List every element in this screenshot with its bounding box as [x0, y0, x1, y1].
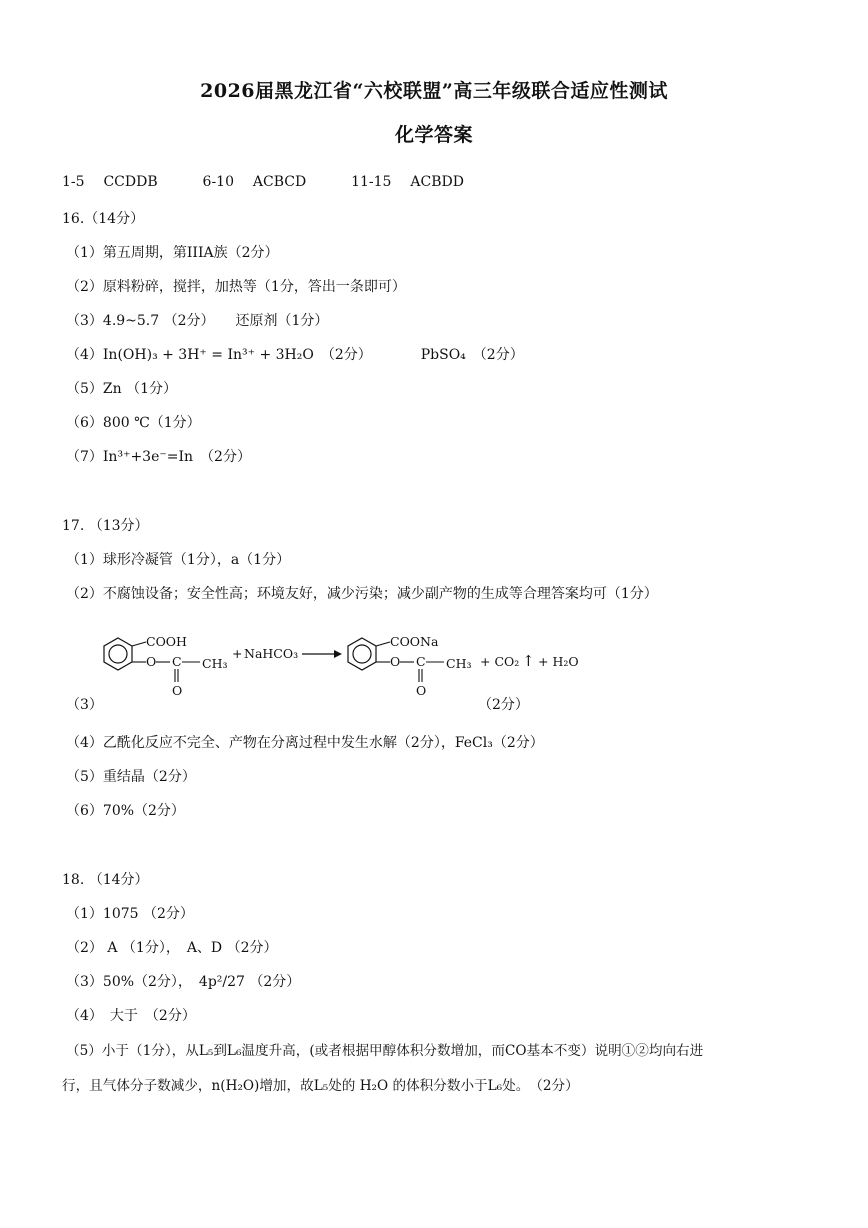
benzene-ring — [104, 638, 132, 670]
q18-item: （1）1075 （2分） — [66, 906, 194, 922]
methyl-group: CH₃ — [446, 656, 472, 671]
q17-item-3-score: （2分） — [478, 697, 529, 713]
document-subtitle: 化学答案 — [394, 124, 473, 146]
ester-oxygen: O — [146, 654, 157, 669]
q16-item: （7）In³⁺+3e⁻=In （2分） — [66, 449, 251, 465]
carbonyl-carbon: C — [416, 654, 426, 669]
q18-item: （2） A （1分）， A、D （2分） — [66, 940, 278, 956]
cooh-group: COOH — [146, 634, 187, 649]
gas-arrow: ↑ — [522, 652, 535, 670]
mcq-range: 6-10 — [202, 174, 234, 190]
mcq-answers: ACBCD — [252, 174, 307, 190]
bond-line — [376, 642, 390, 646]
methyl-group: CH₃ — [202, 656, 228, 671]
q17-item: （1）球形冷凝管（1分），a（1分） — [66, 552, 291, 568]
mcq-answers: ACBDD — [410, 174, 464, 190]
q18-header: 18. （14分） — [62, 872, 149, 888]
q18-item-5-line2: 行，且气体分子数减少，n(H₂O)增加，故L₅处的 H₂O 的体积分数小于L₆处。 （2分） — [62, 1078, 579, 1094]
ester-oxygen: O — [390, 654, 401, 669]
co2-product: + CO₂ — [480, 654, 520, 669]
reaction-arrow-head — [334, 650, 342, 658]
document-title: 2026届黑龙江省“六校联盟”高三年级联合适应性测试 — [200, 80, 668, 102]
h2o-product: + H₂O — [538, 654, 579, 669]
plus-sign: + — [232, 646, 243, 661]
q16-item: （1）第五周期，第IIIA族（2分） — [66, 245, 279, 261]
q17-header: 17. （13分） — [62, 518, 149, 534]
q17-item: （4）乙酰化反应不完全、产物在分离过程中发生水解（2分），FeCl₃（2分） — [66, 735, 544, 751]
reaction-scheme-svg — [96, 628, 616, 708]
reagent-nahco3: NaHCO₃ — [244, 646, 299, 661]
q16-item: （2）原料粉碎，搅拌，加热等（1分，答出一条即可） — [66, 279, 406, 295]
mcq-range: 11-15 — [351, 174, 392, 190]
q18-item: （4） 大于 （2分） — [66, 1008, 196, 1024]
q18-item: （3）50%（2分）， 4p²/27 （2分） — [66, 974, 301, 990]
mcq-answers-row — [62, 174, 464, 190]
q16-item: （6）800 ℃（1分） — [66, 415, 201, 431]
mcq-range: 1-5 — [62, 174, 85, 190]
mcq-answers: CCDDB — [103, 174, 158, 190]
q17-item: （5）重结晶（2分） — [66, 769, 196, 785]
q18-item-5-line1: （5）小于（1分），从L₅到L₆温度升高，(或者根据甲醇体积分数增加，而CO基本不变）说明①②均向右进 — [66, 1043, 704, 1059]
reaction-scheme — [96, 628, 616, 708]
carbonyl-oxygen: O — [416, 683, 427, 698]
q16-item: （5）Zn （1分） — [66, 381, 178, 397]
q16-item: （4）In(OH)₃ + 3H⁺ = In³⁺ + 3H₂O （2分） PbSO₄ （2分） — [66, 347, 524, 363]
benzene-ring — [348, 638, 376, 670]
coona-group: COONa — [390, 634, 439, 649]
q16-item: （3）4.9~5.7 （2分） 还原剂（1分） — [66, 313, 329, 329]
q17-item-3-label: （3） — [66, 697, 103, 713]
carbonyl-oxygen: O — [172, 683, 183, 698]
q17-item: （6）70%（2分） — [66, 803, 185, 819]
q16-header: 16.（14分） — [62, 211, 145, 227]
bond-line — [132, 642, 146, 646]
carbonyl-carbon: C — [172, 654, 182, 669]
q17-item: （2）不腐蚀设备；安全性高；环境友好，减少污染；减少副产物的生成等合理答案均可（1分） — [66, 586, 658, 602]
